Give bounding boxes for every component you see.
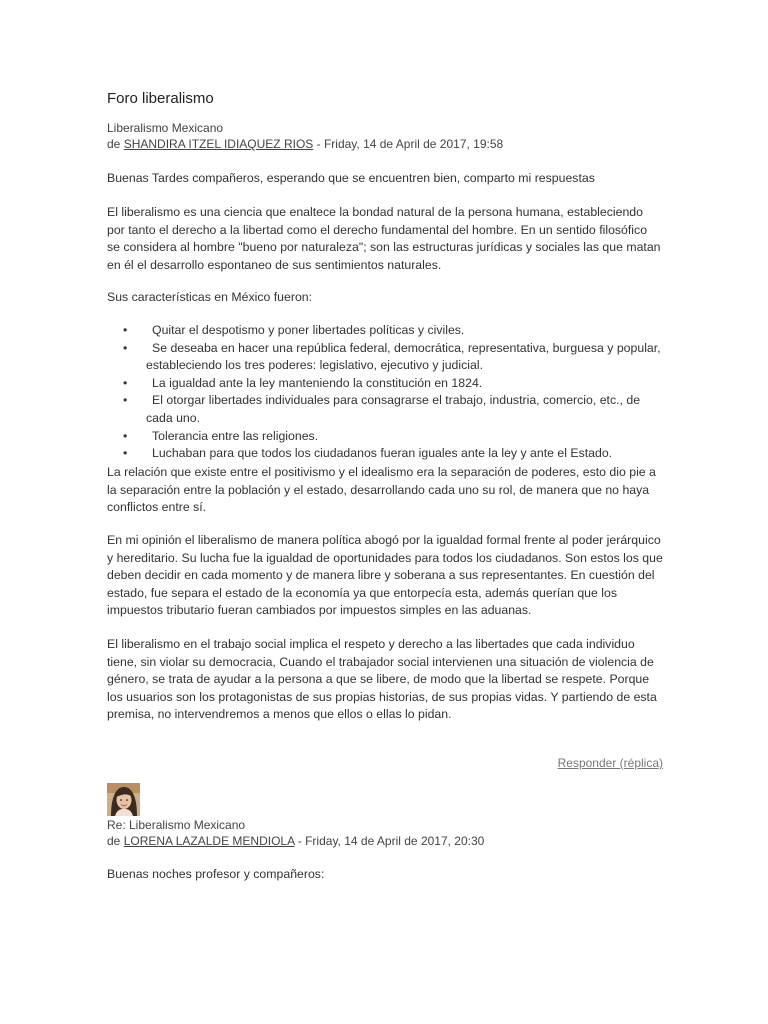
bullet-icon: • [123,375,128,390]
post-greeting: Buenas Tardes compañeros, esperando que se encuentren bien, comparto mi respuestas [107,171,595,185]
bullet-icon: • [123,393,128,408]
post-date: - Friday, 14 de April de 2017, 19:58 [313,137,504,151]
bullet-icon: • [123,323,128,337]
list-item [107,322,663,340]
post-subject: Liberalismo Mexicano [107,121,224,135]
by-prefix: de [107,834,121,848]
post-greeting: Buenas noches profesor y compañeros: [107,867,325,881]
list-item [107,445,663,463]
list-intro: Sus características en México fueron: [107,290,313,304]
post-header [107,817,484,849]
author-link[interactable]: SHANDIRA ITZEL IDIAQUEZ RIOS [123,137,314,151]
post-byline [107,136,503,152]
list-item-text: El otorgar libertades individuales para consagrarse el trabajo, industria, comercio, etc., de cada uno. [146,393,641,425]
list-item [107,392,663,427]
post-paragraph: En mi opinión el liberalismo de manera política abogó por la igualdad formal frente al poder jerárquico y hereditario. Su lucha fue la igualdad de oportunidades para todos los ciudadanos. Son estos los que deben decidir en cada momento y de manera libre y soberana a sus representantes. En cuestión del estado, fue separa el estado de la economía ya que entorpecía esta, además querían que los impuestos tributario fueran cambiados por impuestos simples en las aduanas. [107,533,663,618]
post-date: - Friday, 14 de April de 2017, 20:30 [294,834,485,848]
list-item-text: Quitar el despotismo y poner libertades políticas y civiles. [152,323,465,337]
list-item-text: Tolerancia entre las religiones. [152,428,319,443]
list-item [107,375,663,393]
post-subject: Re: Liberalismo Mexicano [107,818,246,832]
list-item-text: Luchaban para que todos los ciudadanos fueran iguales ante la ley y ante el Estado. [152,446,613,461]
bullet-icon: • [123,340,128,355]
list-item [107,340,663,375]
list-item-text: Se deseaba en hacer una república federal, democrática, representativa, burguesa y popular, estableciendo los tres poderes: legislativo, ejecutivo y judicial. [146,340,661,373]
list-item [107,428,663,446]
characteristics-list [107,322,663,463]
user-avatar-photo-icon[interactable] [107,783,140,816]
forum-title: Foro liberalismo [107,90,214,107]
post-byline [107,833,484,849]
reply-button[interactable]: Responder (réplica) [557,756,663,770]
bullet-icon: • [123,428,128,443]
post-paragraph: El liberalismo es una ciencia que enaltece la bondad natural de la persona humana, estableciendo por tanto el derecho a la libertad como el derecho fundamental del hombre. En un sentido filosófico se considera al hombre "bueno por naturaleza"; son las estructuras jurídicas y sociales las que matan en él el desarrollo espontaneo de sus sentimientos naturales. [107,205,661,272]
author-link[interactable]: LORENA LAZALDE MENDIOLA [123,834,295,848]
list-item-text: La igualdad ante la ley manteniendo la constitución en 1824. [152,375,483,390]
post-header [107,120,503,152]
post-paragraph: La relación que existe entre el positivismo y el idealismo era la separación de poderes, esto dio pie a la separación entre la población y el estado, desarrollando cada uno su rol, de manera que no haya conflictos entre sí. [107,465,656,515]
post-paragraph: El liberalismo en el trabajo social implica el respeto y derecho a las libertades que cada individuo tiene, sin violar su democracia, Cuando el trabajador social intervienen una situación de violencia de género, se trata de ayudar a la persona a que se libere, de modo que la libertad se respete. Porque los usuarios son los protagonistas de sus propias historias, de sus propias vidas. Y partiendo de esta premisa, no intervendremos a menos que ellos o ellas lo pidan. [107,637,657,722]
bullet-icon: • [123,446,128,461]
by-prefix: de [107,137,121,151]
